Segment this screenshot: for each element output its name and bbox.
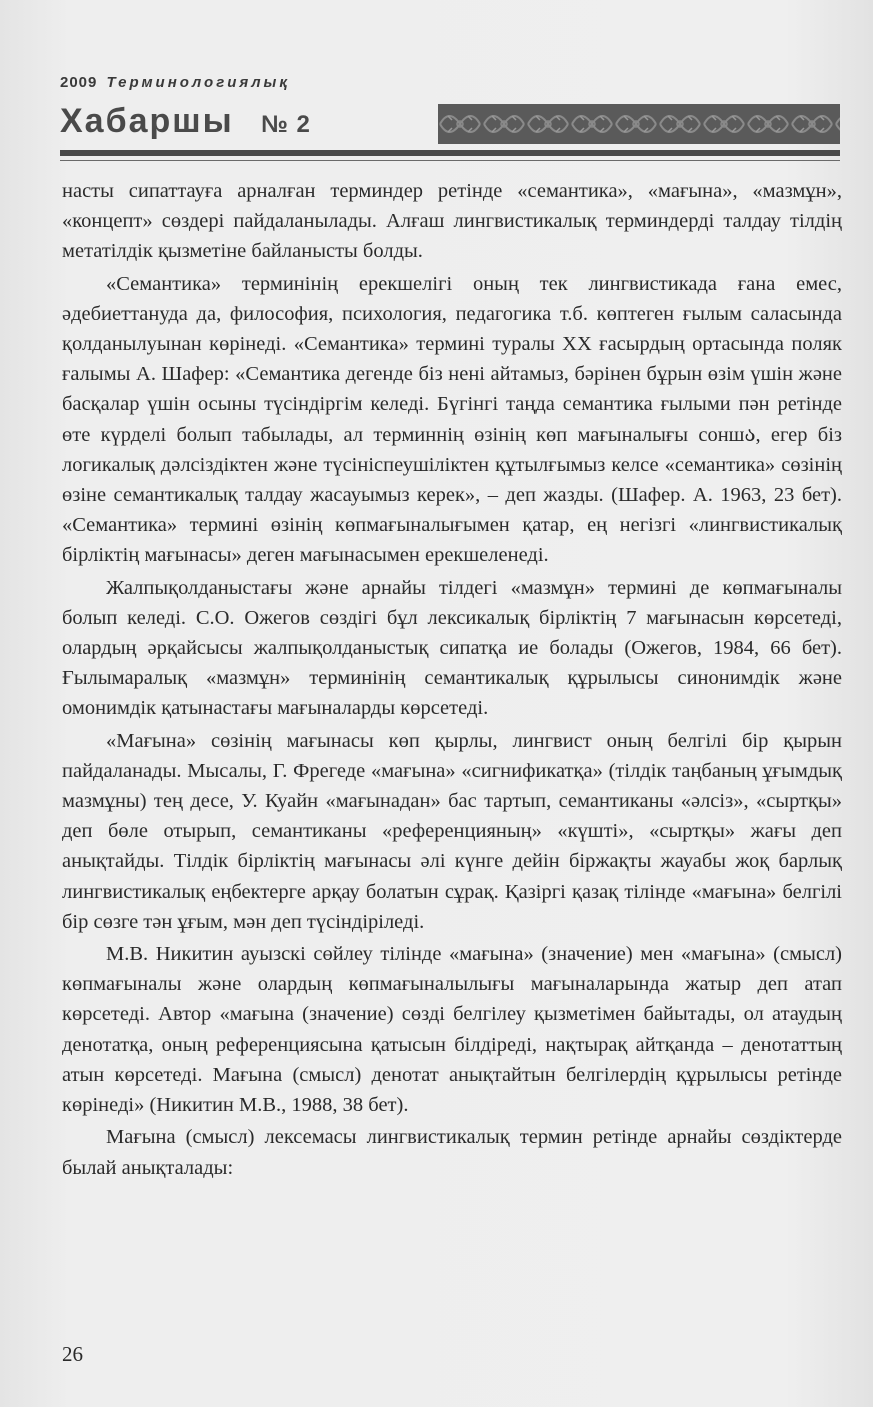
page-number: 26 (62, 1342, 83, 1366)
journal-title (60, 102, 311, 141)
journal-name: Хабаршы (60, 102, 234, 140)
journal-year: 2009 (60, 74, 98, 91)
paragraph: Жалпықолданыстағы және арнайы тілдегі «мазмұн» термині де көпмағыналы болып келеді. С.О. Ожегов сөздігі бұл лексикалық бірліктің 7 мағынасын көрсетеді, олардың әрқайсысы жалпықолданыстық сипатқа ие болады (Ожегов, 1984, 66 бет). Ғылымаралық «мазмұн» терминінің семантикалық құрылысы синонимдік және омонимдік қатынастағы мағыналарды көрсетеді. (62, 576, 842, 720)
journal-subtitle (60, 74, 290, 91)
paragraph: М.В. Никитин ауызскі сөйлеу тілінде «мағына» (значение) мен «мағына» (смысл) көпмағыналы және олардың көпмағыналылығы мағыналарында жатыр деп атап көрсетеді. Автор «мағына (значение) сөзді белгілеу қызметімен байытады, ол атаудың денотатқа, оның референциясына қатысын білдіреді, нақтырақ айтқанда – денотаттың атын көрсетеді. Мағына (смысл) денотат анықтайтын белгілердің құрылысы ретінде көрінеді» (Никитин М.В., 1988, 38 бет). (62, 943, 842, 1117)
ornament-band (438, 104, 840, 144)
paragraph: «Семантика» терминінің ерекшелігі оның тек лингвистикада ғана емес, әдебиеттануда да, философия, психология, педагогика т.б. көптеген ғылым саласында қолданылуынан көрінеді. «Семантика» термині туралы ХХ ғасырдың ортасында поляк ғалымы А. Шафер: «Семантика дегенде біз нені айтамыз, бәрінен бұрын өзім үшін және басқалар үшін осыны түсіндіргім келеді. Бүгінгі таңда семантика ғылыми пән ретінде өте күрделі болып табылады, ал терминнің өзінің көп мағыналығы соншა, егер біз логикалық дәлсіздіктен және түсініспеушіліктен құтылғымыз келсе «семантика» сөзінің өзіне семантикалық талдау жасауымыз керек», – деп жазды. (Шафер. А. 1963, 23 бет). «Семантика» термині өзінің көпмағыналығымен қатар, ең негізгі «лингвистикалық бірліктің мағынасы» деген мағынасымен ерекшеленеді. (62, 272, 842, 567)
header-rule-thin (60, 160, 840, 161)
journal-series: Терминологиялық (106, 74, 290, 91)
running-header (60, 74, 840, 164)
journal-issue: № 2 (261, 111, 311, 138)
paragraph: насты сипаттауға арналған терминдер ретінде «семантика», «мағына», «мазмұн», «концепт» сөздері пайдаланылады. Алғаш лингвистикалық терминдерді талдау тілдің метатілдік қызметіне байланысты болды. (62, 180, 842, 263)
body-text (62, 176, 842, 1185)
paragraph: «Мағына» сөзінің мағынасы көп қырлы, лингвист оның белгілі бір қырын пайдаланады. Мысалы, Г. Фрегеде «мағына» «сигнификатқа» (тілдік таңбаның ұғымдық мазмұны) тең десе, У. Куайн «мағынадан» бас тартып, семантиканы «әлсіз», «сыртқы» деп бөле отырып, семантиканы «референцияның» «күшті», «сыртқы» жағы деп анықтайды. Тілдік бірліктің мағынасы әлі күнге дейін біржақты жауабы жоқ барлық лингвистикалық еңбектерге арқау болатын сұрақ. Қазіргі қазақ тілінде «мағына» белгілі бір сөзге тән ұғым, мән деп түсіндіріледі. (62, 729, 842, 933)
paragraph: Мағына (смысл) лексемасы лингвистикалық термин ретінде арнайы сөздіктерде былай анықталады: (62, 1126, 842, 1179)
header-rule-thick (60, 150, 840, 156)
